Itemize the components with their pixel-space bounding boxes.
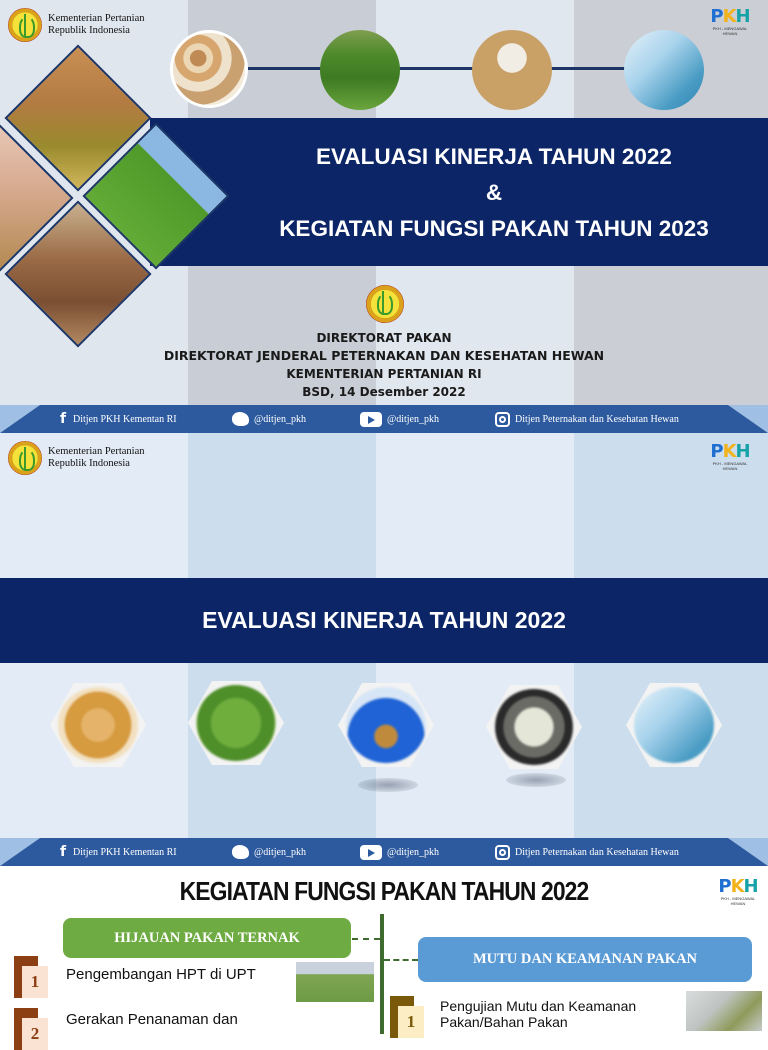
ministry-header	[8, 8, 145, 42]
hijauan-pakan-pill: HIJAUAN PAKAN TERNAK	[63, 918, 351, 958]
title-banner	[150, 118, 768, 266]
social-footer	[0, 405, 768, 433]
social-footer	[0, 838, 768, 866]
section-title-banner	[0, 578, 768, 663]
slide-activities	[0, 866, 768, 1043]
hex-shadow	[358, 778, 418, 792]
pkh-logo: PKH PKH - MENGAWAL HEWAN	[718, 876, 758, 906]
instagram-icon	[495, 412, 510, 427]
twitter-icon	[232, 845, 249, 859]
ministry-country: Republik Indonesia	[48, 25, 130, 36]
facebook-link[interactable]: f Ditjen PKH Kementan RI	[59, 844, 177, 860]
activity-item: Gerakan Penanaman dan	[66, 1011, 238, 1028]
pkh-logo: PKH PKH - MENGAWAL HEWAN	[710, 441, 750, 471]
kementan-logo-icon	[8, 441, 42, 475]
slide-title	[0, 0, 768, 433]
kementan-logo-icon	[8, 8, 42, 42]
youtube-icon	[360, 845, 382, 860]
item-number-badge: 1	[14, 956, 48, 998]
twitter-link[interactable]: @ditjen_pkh	[232, 838, 306, 866]
ministry-name: Kementerian Pertanian	[48, 13, 145, 24]
pkh-logo: PKH PKH - MENGAWAL HEWAN	[710, 6, 750, 36]
dashed-connector	[352, 938, 380, 940]
facebook-icon: f	[59, 844, 67, 860]
org-ministry: KEMENTERIAN PERTANIAN RI	[286, 367, 482, 381]
slide-title: KEGIATAN FUNGSI PAKAN TAHUN 2022	[179, 876, 589, 906]
laboratory-photo	[624, 30, 704, 110]
kementan-center-logo-icon	[366, 285, 404, 323]
facebook-icon: f	[59, 411, 67, 427]
title-line-1: EVALUASI KINERJA TAHUN 2022	[316, 144, 672, 169]
ministry-country: Republik Indonesia	[48, 458, 130, 469]
title-line-2: KEGIATAN FUNGSI PAKAN TAHUN 2023	[279, 216, 709, 241]
central-divider	[380, 914, 384, 1034]
cattle-pasture-photo	[296, 962, 374, 1002]
feed-pellets-photo	[472, 30, 552, 110]
instagram-link[interactable]: Ditjen Peternakan dan Kesehatan Hewan	[495, 405, 679, 433]
feed-testing-photo	[686, 991, 762, 1031]
slide-section-divider	[0, 433, 768, 866]
section-title: EVALUASI KINERJA TAHUN 2022	[202, 607, 566, 633]
hex-shadow	[506, 773, 566, 787]
mutu-keamanan-pill: MUTU DAN KEAMANAN PAKAN	[418, 937, 752, 982]
timeline-connector	[230, 67, 670, 70]
ministry-name: Kementerian Pertanian	[48, 446, 145, 457]
activity-item: Pengembangan HPT di UPT	[66, 966, 256, 983]
feed-sacks-photo	[170, 30, 248, 108]
instagram-link[interactable]: Ditjen Peternakan dan Kesehatan Hewan	[495, 838, 679, 866]
event-place-date: BSD, 14 Desember 2022	[302, 385, 466, 399]
twitter-icon	[232, 412, 249, 426]
title-ampersand: &	[485, 180, 503, 205]
youtube-link[interactable]: @ditjen_pkh	[360, 405, 439, 433]
item-number-badge: 1	[390, 996, 424, 1038]
org-directorate-general: DIREKTORAT JENDERAL PETERNAKAN DAN KESEHATAN HEWAN	[163, 348, 605, 363]
youtube-icon	[360, 412, 382, 427]
ministry-header	[8, 441, 145, 475]
activity-item: Pengujian Mutu dan Keamanan Pakan/Bahan Pakan	[440, 998, 637, 1030]
grass-photo	[320, 30, 400, 110]
twitter-link[interactable]: @ditjen_pkh	[232, 405, 306, 433]
org-directorate: DIREKTORAT PAKAN	[316, 331, 452, 345]
youtube-link[interactable]: @ditjen_pkh	[360, 838, 439, 866]
facebook-link[interactable]: f Ditjen PKH Kementan RI	[59, 411, 177, 427]
dashed-connector	[384, 959, 418, 961]
item-number-badge: 2	[14, 1008, 48, 1050]
instagram-icon	[495, 845, 510, 860]
organization-block	[0, 329, 768, 401]
